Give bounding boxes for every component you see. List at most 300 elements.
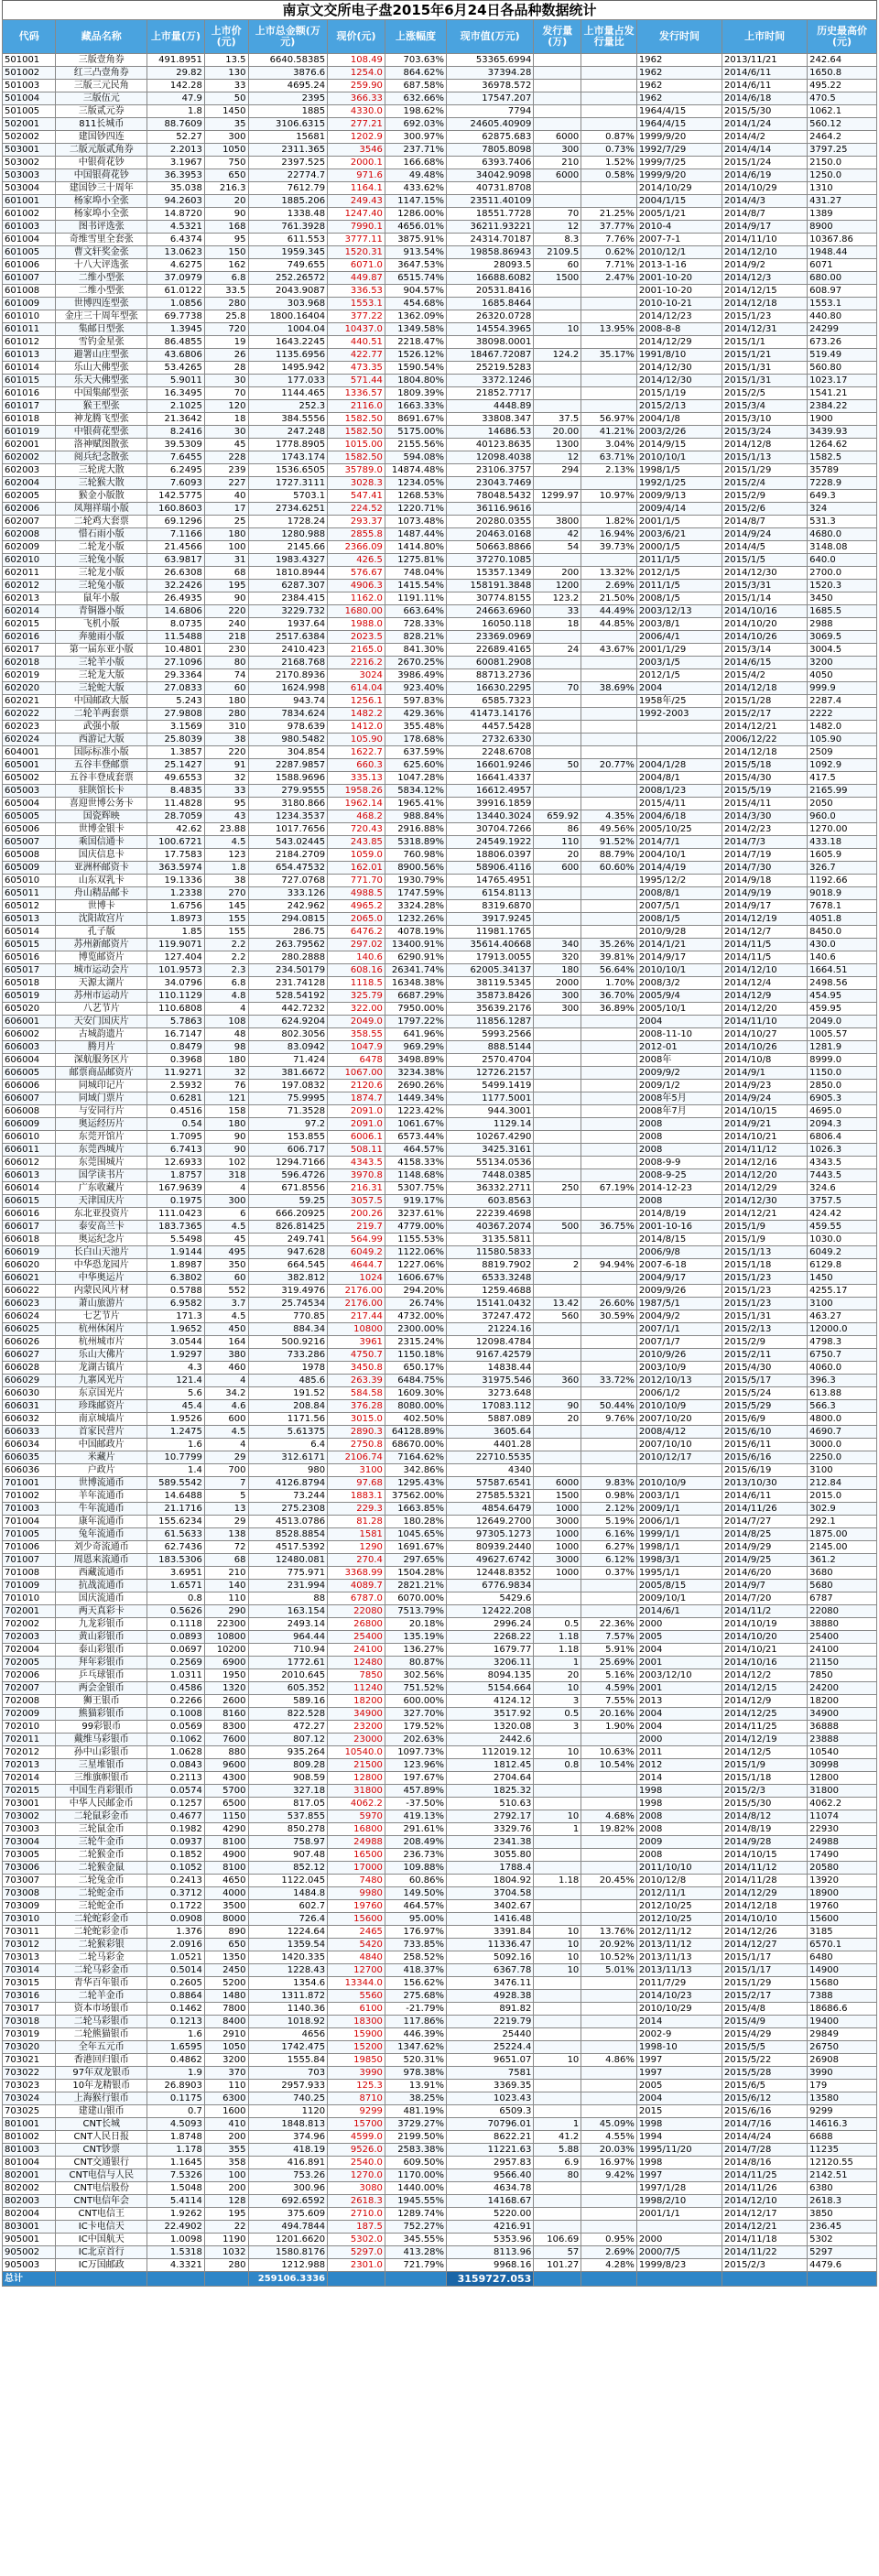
table-row[interactable] [3,631,877,644]
table-cell: 2015.0 [808,1490,877,1503]
table-row[interactable] [3,1234,877,1246]
table-cell: 702001 [3,1605,56,1618]
table-cell: 1.8748 [147,2131,205,2144]
table-row[interactable] [3,195,877,208]
table-row[interactable] [3,900,877,913]
table-cell: 217.44 [328,1310,385,1323]
table-row[interactable] [3,798,877,810]
table-row[interactable] [3,1336,877,1349]
table-row[interactable] [3,336,877,349]
table-row[interactable] [3,772,877,785]
table-row[interactable] [3,1169,877,1182]
table-cell: 2910 [204,2028,248,2041]
table-cell: -37.50% [385,1798,446,1810]
table-row[interactable] [3,1221,877,1234]
table-cell: 110 [204,1592,248,1605]
table-row[interactable] [3,2080,877,2092]
table-cell: 1992/7/29 [636,144,722,157]
table-cell [534,375,581,387]
table-cell: 752.27% [385,2221,446,2234]
table-cell: 5297 [808,2246,877,2259]
table-row[interactable] [3,939,877,951]
table-row[interactable] [3,400,877,413]
table-cell: 1962.14 [328,798,385,810]
table-row[interactable] [3,285,877,298]
table-cell: 10年龙精银币 [56,2080,147,2092]
table-cell: 1.8757 [147,1169,205,1182]
table-cell: 2014/9/17 [636,951,722,964]
table-cell: 30704.7266 [447,823,534,836]
table-row[interactable] [3,1246,877,1259]
table-row[interactable] [3,182,877,195]
table-row[interactable] [3,695,877,708]
table-cell: 21224.16 [447,1323,534,1336]
table-cell: 1999/7/25 [636,157,722,169]
table-row[interactable] [3,1092,877,1105]
table-cell: 112019.12 [447,1746,534,1759]
table-cell: 44.49% [581,605,637,618]
table-cell: 4457.5428 [447,721,534,734]
table-row[interactable] [3,413,877,426]
table-cell: 2301.0 [328,2259,385,2272]
table-row[interactable] [3,669,877,682]
table-cell: 2493.14 [248,1618,328,1631]
table-row[interactable] [3,477,877,490]
table-row[interactable] [3,169,877,182]
table-cell: 2014/12/10 [722,2195,808,2208]
table-row[interactable] [3,541,877,554]
table-cell: 16601.9246 [447,759,534,772]
table-row[interactable] [3,67,877,80]
table-row[interactable] [3,2157,877,2169]
table-row[interactable] [3,1926,877,1939]
table-cell: 38098.0001 [447,336,534,349]
table-cell: 6071 [808,259,877,272]
table-row[interactable] [3,2105,877,2118]
table-cell: 5700 [204,1785,248,1798]
table-row[interactable] [3,1887,877,1900]
table-row[interactable] [3,2169,877,2182]
table-row[interactable] [3,1618,877,1631]
table-row[interactable] [3,1451,877,1464]
table-row[interactable] [3,2016,877,2028]
table-row[interactable] [3,554,877,567]
table-row[interactable] [3,1323,877,1336]
table-row[interactable] [3,1964,877,1977]
table-row[interactable] [3,1387,877,1400]
table-cell: 703014 [3,1964,56,1977]
table-cell: 建国钞四连 [56,131,147,144]
table-cell: 1191.11% [385,592,446,605]
table-cell: 701009 [3,1580,56,1592]
table-row[interactable] [3,2092,877,2105]
table-cell: 2014/9/23 [722,1080,808,1092]
table-row[interactable] [3,246,877,259]
table-row[interactable] [3,1028,877,1041]
table-row[interactable] [3,1464,877,1477]
table-cell: 433.62% [385,182,446,195]
table-row[interactable] [3,221,877,234]
table-row[interactable] [3,618,877,631]
table-cell: 国庆信息卡 [56,849,147,862]
table-cell: 2300.00% [385,1323,446,1336]
col-header-list-date[interactable]: 上市时间 [722,20,808,54]
table-row[interactable] [3,1541,877,1554]
table-cell: 1998 [636,1785,722,1798]
table-row[interactable] [3,836,877,849]
table-row[interactable] [3,1951,877,1964]
table-row[interactable] [3,426,877,439]
table-cell: 703024 [3,2092,56,2105]
table-row[interactable] [3,785,877,798]
table-cell: 601015 [3,375,56,387]
table-cell: 105.90 [808,734,877,746]
table-cell: 42 [534,528,581,541]
table-row[interactable] [3,298,877,310]
table-row[interactable] [3,1567,877,1580]
table-row[interactable] [3,1772,877,1785]
table-row[interactable] [3,1003,877,1016]
table-row[interactable] [3,323,877,336]
table-row[interactable] [3,1349,877,1362]
table-row[interactable] [3,1080,877,1092]
table-cell: 60.60% [581,862,637,875]
table-cell: 23.88 [204,823,248,836]
table-cell: 358.55 [328,1028,385,1041]
table-cell: 2008/1/5 [636,913,722,926]
table-cell: 2010/12/8 [636,1875,722,1887]
table-row[interactable] [3,1516,877,1528]
table-row[interactable] [3,746,877,759]
table-row[interactable] [3,1798,877,1810]
table-row[interactable] [3,1041,877,1054]
table-cell: 世博流通币 [56,1477,147,1490]
col-header-current-price[interactable]: 现价(元) [328,20,385,54]
table-row[interactable] [3,721,877,734]
table-row[interactable] [3,580,877,592]
table-row[interactable] [3,913,877,926]
table-row[interactable] [3,1067,877,1080]
table-cell: 605003 [3,785,56,798]
table-cell: 105.90 [328,734,385,746]
table-cell: 605009 [3,862,56,875]
table-cell: 650 [204,169,248,182]
table-cell: 4.55% [581,2131,637,2144]
table-row[interactable] [3,1375,877,1387]
table-row[interactable] [3,387,877,400]
table-row[interactable] [3,2054,877,2067]
table-row[interactable] [3,1657,877,1669]
table-row[interactable] [3,823,877,836]
table-cell: 20 [534,1669,581,1682]
table-row[interactable] [3,2028,877,2041]
table-cell: 9018.9 [808,887,877,900]
table-row[interactable] [3,208,877,221]
table-row[interactable] [3,1810,877,1823]
table-row[interactable] [3,862,877,875]
table-row[interactable] [3,849,877,862]
table-row[interactable] [3,1528,877,1541]
table-row[interactable] [3,990,877,1003]
table-row[interactable] [3,977,877,990]
table-row[interactable] [3,1836,877,1849]
table-row[interactable] [3,1144,877,1157]
table-row[interactable] [3,1875,877,1887]
table-cell: 98 [204,1041,248,1054]
table-row[interactable] [3,2208,877,2221]
table-row[interactable] [3,490,877,503]
table-cell: 4.3321 [147,2259,205,2272]
table-cell: 703010 [3,1913,56,1926]
table-cell: 601017 [3,400,56,413]
table-row[interactable] [3,272,877,285]
col-header-code[interactable]: 代码 [3,20,56,54]
table-cell: 692.6592 [248,2195,328,2208]
table-cell: 13.32% [581,567,637,580]
table-row[interactable] [3,105,877,118]
table-row[interactable] [3,2259,877,2272]
table-cell: 239 [204,464,248,477]
table-row[interactable] [3,1785,877,1798]
table-row[interactable] [3,657,877,669]
table-cell: 29.3364 [147,669,205,682]
table-row[interactable] [3,131,877,144]
table-row[interactable] [3,1490,877,1503]
table-row[interactable] [3,2195,877,2208]
table-row[interactable] [3,1939,877,1951]
table-row[interactable] [3,1849,877,1862]
table-row[interactable] [3,1413,877,1426]
table-row[interactable] [3,682,877,695]
table-cell: 589.5542 [147,1477,205,1490]
table-cell: 48 [204,1028,248,1041]
table-row[interactable] [3,2246,877,2259]
table-row[interactable] [3,1118,877,1131]
table-cell: 2014/8/15 [636,1234,722,1246]
table-cell: 1.6 [147,1439,205,1451]
table-cell: 1416.48 [447,1913,534,1926]
table-row[interactable] [3,1977,877,1990]
table-cell: 4448.89 [447,400,534,413]
col-header-listed-price[interactable]: 上市价(元) [204,20,248,54]
table-row[interactable] [3,1554,877,1567]
table-row[interactable] [3,875,877,887]
table-row[interactable] [3,567,877,580]
table-row[interactable] [3,1759,877,1772]
table-row[interactable] [3,516,877,528]
table-row[interactable] [3,2234,877,2246]
table-cell: 606016 [3,1208,56,1221]
table-row[interactable] [3,1605,877,1618]
table-row[interactable] [3,1631,877,1644]
table-row[interactable] [3,439,877,451]
table-row[interactable] [3,2118,877,2131]
table-row[interactable] [3,1400,877,1413]
table-cell: 1232.26% [385,913,446,926]
table-row[interactable] [3,157,877,169]
table-row[interactable] [3,1721,877,1734]
col-header-market-value[interactable]: 现市值(万元) [447,20,534,54]
table-row[interactable] [3,310,877,323]
table-cell: 801003 [3,2144,56,2157]
table-cell: 1590.54% [385,362,446,375]
table-row[interactable] [3,1900,877,1913]
table-row[interactable] [3,528,877,541]
table-cell: CNT电信年会 [56,2195,147,2208]
table-row[interactable] [3,2131,877,2144]
table-row[interactable] [3,362,877,375]
table-cell: 2106.74 [328,1451,385,1464]
table-title: 南京文交所电子盘2015年6月24日各品种数据统计 [2,0,877,19]
table-row[interactable] [3,144,877,157]
table-row[interactable] [3,1592,877,1605]
table-cell: 二轮猴金鼠 [56,1862,147,1875]
table-row[interactable] [3,234,877,246]
table-row[interactable] [3,1862,877,1875]
table-row[interactable] [3,349,877,362]
table-row[interactable] [3,1669,877,1682]
table-cell: 二轮鸡大套票 [56,516,147,528]
table-cell: 110 [204,2080,248,2092]
table-cell: 811长城币 [56,118,147,131]
table-cell: 1.8 [147,105,205,118]
table-row[interactable] [3,1182,877,1195]
table-row[interactable] [3,1439,877,1451]
table-cell: 1804.80% [385,375,446,387]
table-row[interactable] [3,2041,877,2054]
table-row[interactable] [3,1503,877,1516]
table-row[interactable] [3,1054,877,1067]
table-row[interactable] [3,2067,877,2080]
table-row[interactable] [3,926,877,939]
table-cell: 601006 [3,259,56,272]
table-row[interactable] [3,1746,877,1759]
col-header-listed-qty[interactable]: 上市量(万) [147,20,205,54]
table-cell: 古城韵遗片 [56,1028,147,1041]
table-cell: 1998/3/1 [636,1554,722,1567]
table-row[interactable] [3,92,877,105]
col-header-issue-date[interactable]: 发行时间 [636,20,722,54]
table-cell: 606001 [3,1016,56,1028]
table-row[interactable] [3,1682,877,1695]
col-header-name[interactable]: 藏品名称 [56,20,147,54]
table-row[interactable] [3,1477,877,1490]
table-row[interactable] [3,451,877,464]
table-row[interactable] [3,503,877,516]
table-row[interactable] [3,54,877,67]
table-row[interactable] [3,375,877,387]
table-row[interactable] [3,1823,877,1836]
table-cell: 4 [204,1439,248,1451]
table-row[interactable] [3,1644,877,1657]
table-row[interactable] [3,1426,877,1439]
table-cell: 38.25% [385,2092,446,2105]
col-header-issue-qty[interactable]: 发行量(万) [534,20,581,54]
table-cell: 5 [204,1490,248,1503]
table-cell [581,1323,637,1336]
table-row[interactable] [3,1285,877,1298]
table-row[interactable] [3,2003,877,2016]
table-row[interactable] [3,951,877,964]
table-row[interactable] [3,964,877,977]
table-cell: 1999/8/23 [636,2259,722,2272]
table-cell: 2.2 [204,951,248,964]
table-row[interactable] [3,708,877,721]
table-cell: 第一届东亚小版 [56,644,147,657]
table-cell: 1.0098 [147,2234,205,2246]
table-row[interactable] [3,1362,877,1375]
table-cell [534,734,581,746]
table-cell: 1.0311 [147,1669,205,1682]
table-row[interactable] [3,2221,877,2234]
col-header-max-price[interactable]: 历史最高价(元) [808,20,877,54]
table-row[interactable] [3,1016,877,1028]
table-row[interactable] [3,592,877,605]
col-header-ratio[interactable]: 上市量占发行量比 [581,20,637,54]
table-row[interactable] [3,80,877,92]
table-row[interactable] [3,1131,877,1144]
table-cell: 2004/8/1 [636,772,722,785]
table-row[interactable] [3,759,877,772]
table-row[interactable] [3,1208,877,1221]
table-cell: 1338.48 [248,208,328,221]
table-row[interactable] [3,734,877,746]
table-row[interactable] [3,1195,877,1208]
table-cell: 602023 [3,721,56,734]
table-cell: 2015/1/18 [722,1259,808,1272]
table-row[interactable] [3,1272,877,1285]
table-cell: 21150 [808,1657,877,1669]
table-row[interactable] [3,1990,877,2003]
table-row[interactable] [3,259,877,272]
col-header-rise[interactable]: 上涨幅度 [385,20,446,54]
table-cell: 935.264 [248,1746,328,1759]
col-header-total-amount[interactable]: 上市总金额(万元) [248,20,328,54]
table-row[interactable] [3,1695,877,1708]
table-row[interactable] [3,464,877,477]
table-row[interactable] [3,1708,877,1721]
table-cell: 1320 [204,1682,248,1695]
table-row[interactable] [3,1734,877,1746]
table-cell: 8.2416 [147,426,205,439]
table-cell: 2008 [636,1118,722,1131]
table-cell: 34900 [328,1708,385,1721]
table-row[interactable] [3,1105,877,1118]
table-cell: 13.42 [534,1298,581,1310]
table-row[interactable] [3,1298,877,1310]
table-row[interactable] [3,887,877,900]
table-row[interactable] [3,605,877,618]
table-row[interactable] [3,2144,877,2157]
table-row[interactable] [3,2182,877,2195]
table-cell: 120 [204,400,248,413]
table-row[interactable] [3,644,877,657]
table-row[interactable] [3,1580,877,1592]
table-row[interactable] [3,118,877,131]
table-row[interactable] [3,1913,877,1926]
table-cell: 464.57% [385,1900,446,1913]
table-cell: 青华百年银币 [56,1977,147,1990]
table-row[interactable] [3,810,877,823]
table-cell: 280 [204,708,248,721]
table-cell: 2384.22 [808,400,877,413]
table-cell: 4 [204,1003,248,1016]
table-cell: 13 [204,1503,248,1516]
table-row[interactable] [3,1259,877,1272]
table-row[interactable] [3,1157,877,1169]
table-cell [534,67,581,80]
table-row[interactable] [3,1310,877,1323]
